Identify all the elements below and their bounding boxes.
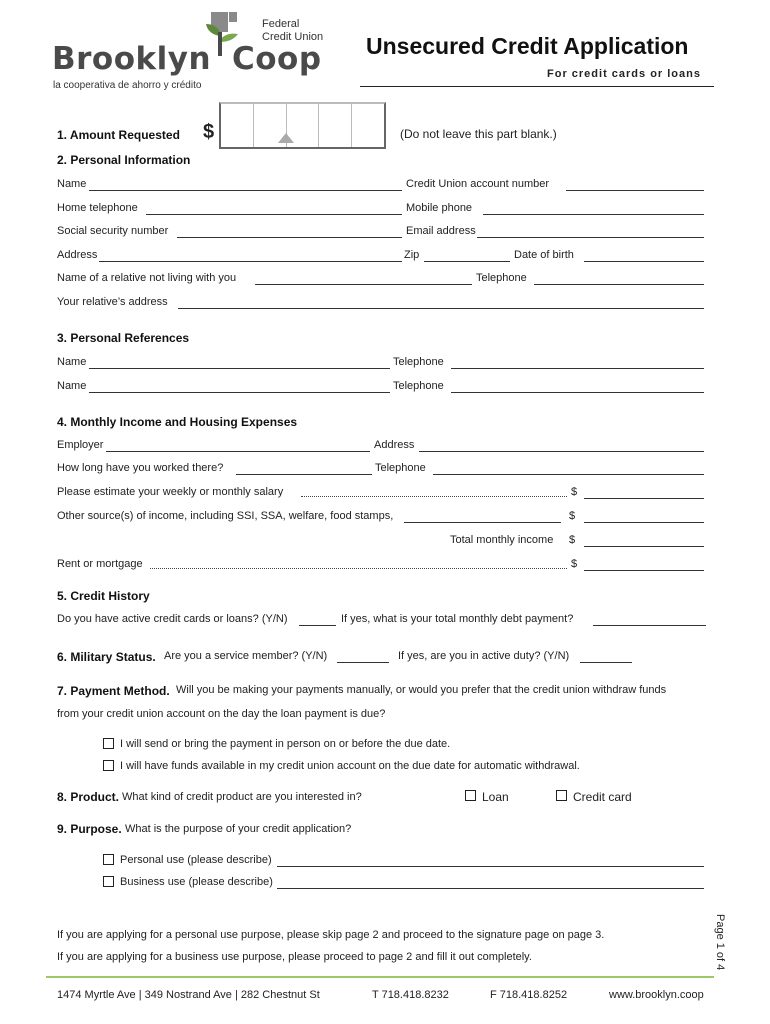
payment-method-heading: 7. Payment Method.	[57, 684, 170, 698]
personal-use-checkbox[interactable]	[103, 854, 114, 865]
page-number: Page 1 of 4	[714, 914, 726, 971]
other-income-dollar: $	[569, 510, 576, 522]
business-use-field[interactable]	[277, 888, 704, 889]
name-field[interactable]	[89, 190, 402, 191]
home-phone-label: Home telephone	[57, 202, 138, 214]
logo-word-brooklyn: Brooklyn	[52, 41, 212, 77]
ref1-name-field[interactable]	[89, 368, 390, 369]
relative-phone-field[interactable]	[534, 284, 704, 285]
ref1-phone-label: Telephone	[393, 356, 444, 368]
footer-fax: F 718.418.8252	[490, 989, 568, 1001]
amount-digit-box[interactable]	[352, 104, 384, 147]
relative-field[interactable]	[255, 284, 472, 285]
debt-payment-field[interactable]	[593, 625, 706, 626]
mobile-phone-label: Mobile phone	[406, 202, 473, 214]
employer-address-label: Address	[374, 439, 415, 451]
amount-heading: 1. Amount Requested	[57, 128, 180, 142]
salary-dollar: $	[571, 486, 578, 498]
manual-payment-label: I will send or bring the payment in person on or before the due date.	[120, 738, 451, 750]
active-duty-field[interactable]	[580, 662, 632, 663]
ref1-phone-field[interactable]	[451, 368, 704, 369]
active-credit-field[interactable]	[299, 625, 336, 626]
currency-sign: $	[203, 121, 215, 143]
how-long-label: How long have you worked there?	[57, 462, 224, 474]
amount-digit-box[interactable]	[221, 104, 254, 147]
email-label: Email address	[406, 225, 476, 237]
employer-field[interactable]	[106, 451, 370, 452]
rent-label: Rent or mortgage	[57, 558, 143, 570]
product-heading: 8. Product.	[57, 790, 120, 804]
footer-phone: T 718.418.8232	[372, 989, 449, 1001]
loan-checkbox[interactable]	[465, 790, 476, 801]
debt-payment-label: If yes, what is your total monthly debt payment?	[341, 613, 574, 625]
address-label: Address	[57, 249, 98, 261]
salary-leader	[301, 496, 567, 497]
form-subtitle: For credit cards or loans	[547, 68, 701, 80]
ref2-phone-label: Telephone	[393, 380, 444, 392]
amount-digit-box[interactable]	[319, 104, 352, 147]
payment-method-text1: Will you be making your payments manually, or would you prefer that the credit union withdraw funds	[176, 684, 667, 696]
relative-address-label: Your relative’s address	[57, 296, 168, 308]
total-income-dollar: $	[569, 534, 576, 546]
footer-addresses: 1474 Myrtle Ave | 349 Nostrand Ave | 282 Chestnut St	[57, 989, 320, 1001]
rent-leader	[150, 568, 567, 569]
personal-use-note: If you are applying for a personal use purpose, please skip page 2 and proceed to the signature page on page 3.	[57, 929, 605, 941]
purpose-question: What is the purpose of your credit application?	[125, 823, 352, 835]
credit-card-label: Credit card	[573, 790, 632, 804]
ref1-name-label: Name	[57, 356, 87, 368]
logo-tagline: la cooperativa de ahorro y crédito	[53, 80, 202, 91]
references-heading: 3. Personal References	[57, 331, 190, 345]
other-income-field[interactable]	[584, 522, 704, 523]
employer-phone-field[interactable]	[433, 474, 704, 475]
business-use-label: Business use (please describe)	[120, 876, 273, 888]
fcu-line1: Federal	[262, 18, 300, 30]
address-field[interactable]	[99, 261, 402, 262]
cu-account-label: Credit Union account number	[406, 178, 550, 190]
relative-address-field[interactable]	[178, 308, 704, 309]
purpose-heading: 9. Purpose.	[57, 822, 122, 836]
amount-input-boxes[interactable]	[219, 102, 386, 149]
salary-label: Please estimate your weekly or monthly salary	[57, 486, 284, 498]
other-income-source-field[interactable]	[404, 522, 561, 523]
zip-field[interactable]	[424, 261, 510, 262]
service-member-field[interactable]	[337, 662, 389, 663]
employer-address-field[interactable]	[419, 451, 704, 452]
how-long-field[interactable]	[236, 474, 372, 475]
total-income-label: Total monthly income	[450, 534, 554, 546]
dob-field[interactable]	[584, 261, 704, 262]
personal-info-heading: 2. Personal Information	[57, 153, 191, 167]
form-title: Unsecured Credit Application	[366, 33, 689, 59]
service-member-label: Are you a service member? (Y/N)	[164, 650, 328, 662]
ssn-field[interactable]	[177, 237, 402, 238]
cu-account-field[interactable]	[566, 190, 704, 191]
ref2-name-field[interactable]	[89, 392, 390, 393]
ref2-name-label: Name	[57, 380, 87, 392]
business-use-checkbox[interactable]	[103, 876, 114, 887]
active-duty-label: If yes, are you in active duty? (Y/N)	[398, 650, 570, 662]
footer-rule	[46, 976, 714, 978]
dob-label: Date of birth	[514, 249, 574, 261]
name-label: Name	[57, 178, 87, 190]
email-field[interactable]	[477, 237, 704, 238]
loan-label: Loan	[482, 790, 509, 804]
ref2-phone-field[interactable]	[451, 392, 704, 393]
credit-history-heading: 5. Credit History	[57, 589, 150, 603]
decimal-marker-icon	[278, 133, 294, 143]
manual-payment-checkbox[interactable]	[103, 738, 114, 749]
relative-label: Name of a relative not living with you	[57, 272, 237, 284]
active-credit-label: Do you have active credit cards or loans? (Y/N)	[57, 613, 288, 625]
ssn-label: Social security number	[57, 225, 169, 237]
payment-method-text2: from your credit union account on the day the loan payment is due?	[57, 708, 386, 720]
credit-card-checkbox[interactable]	[556, 790, 567, 801]
total-income-field[interactable]	[584, 546, 704, 547]
income-heading: 4. Monthly Income and Housing Expenses	[57, 415, 298, 429]
header-rule	[360, 86, 714, 87]
personal-use-label: Personal use (please describe)	[120, 854, 272, 866]
employer-label: Employer	[57, 439, 104, 451]
zip-label: Zip	[404, 249, 420, 261]
home-phone-field[interactable]	[146, 214, 402, 215]
footer-website[interactable]: www.brooklyn.coop	[609, 989, 704, 1001]
other-income-label: Other source(s) of income, including SSI, SSA, welfare, food stamps,	[57, 510, 394, 522]
auto-withdrawal-checkbox[interactable]	[103, 760, 114, 771]
auto-withdrawal-label: I will have funds available in my credit union account on the due date for automatic withdrawal.	[120, 760, 580, 772]
amount-note: (Do not leave this part blank.)	[400, 127, 557, 141]
salary-field[interactable]	[584, 498, 704, 499]
personal-use-field[interactable]	[277, 866, 704, 867]
rent-dollar: $	[571, 558, 578, 570]
employer-phone-label: Telephone	[375, 462, 426, 474]
business-use-note: If you are applying for a business use purpose, please proceed to page 2 and fill it out completely.	[57, 951, 532, 963]
military-heading: 6. Military Status.	[57, 650, 156, 664]
relative-phone-label: Telephone	[476, 272, 527, 284]
fcu-line2: Credit Union	[262, 31, 324, 43]
logo-word-coop: Coop	[232, 41, 322, 77]
mobile-phone-field[interactable]	[483, 214, 704, 215]
product-question: What kind of credit product are you interested in?	[122, 791, 362, 803]
rent-field[interactable]	[584, 570, 704, 571]
